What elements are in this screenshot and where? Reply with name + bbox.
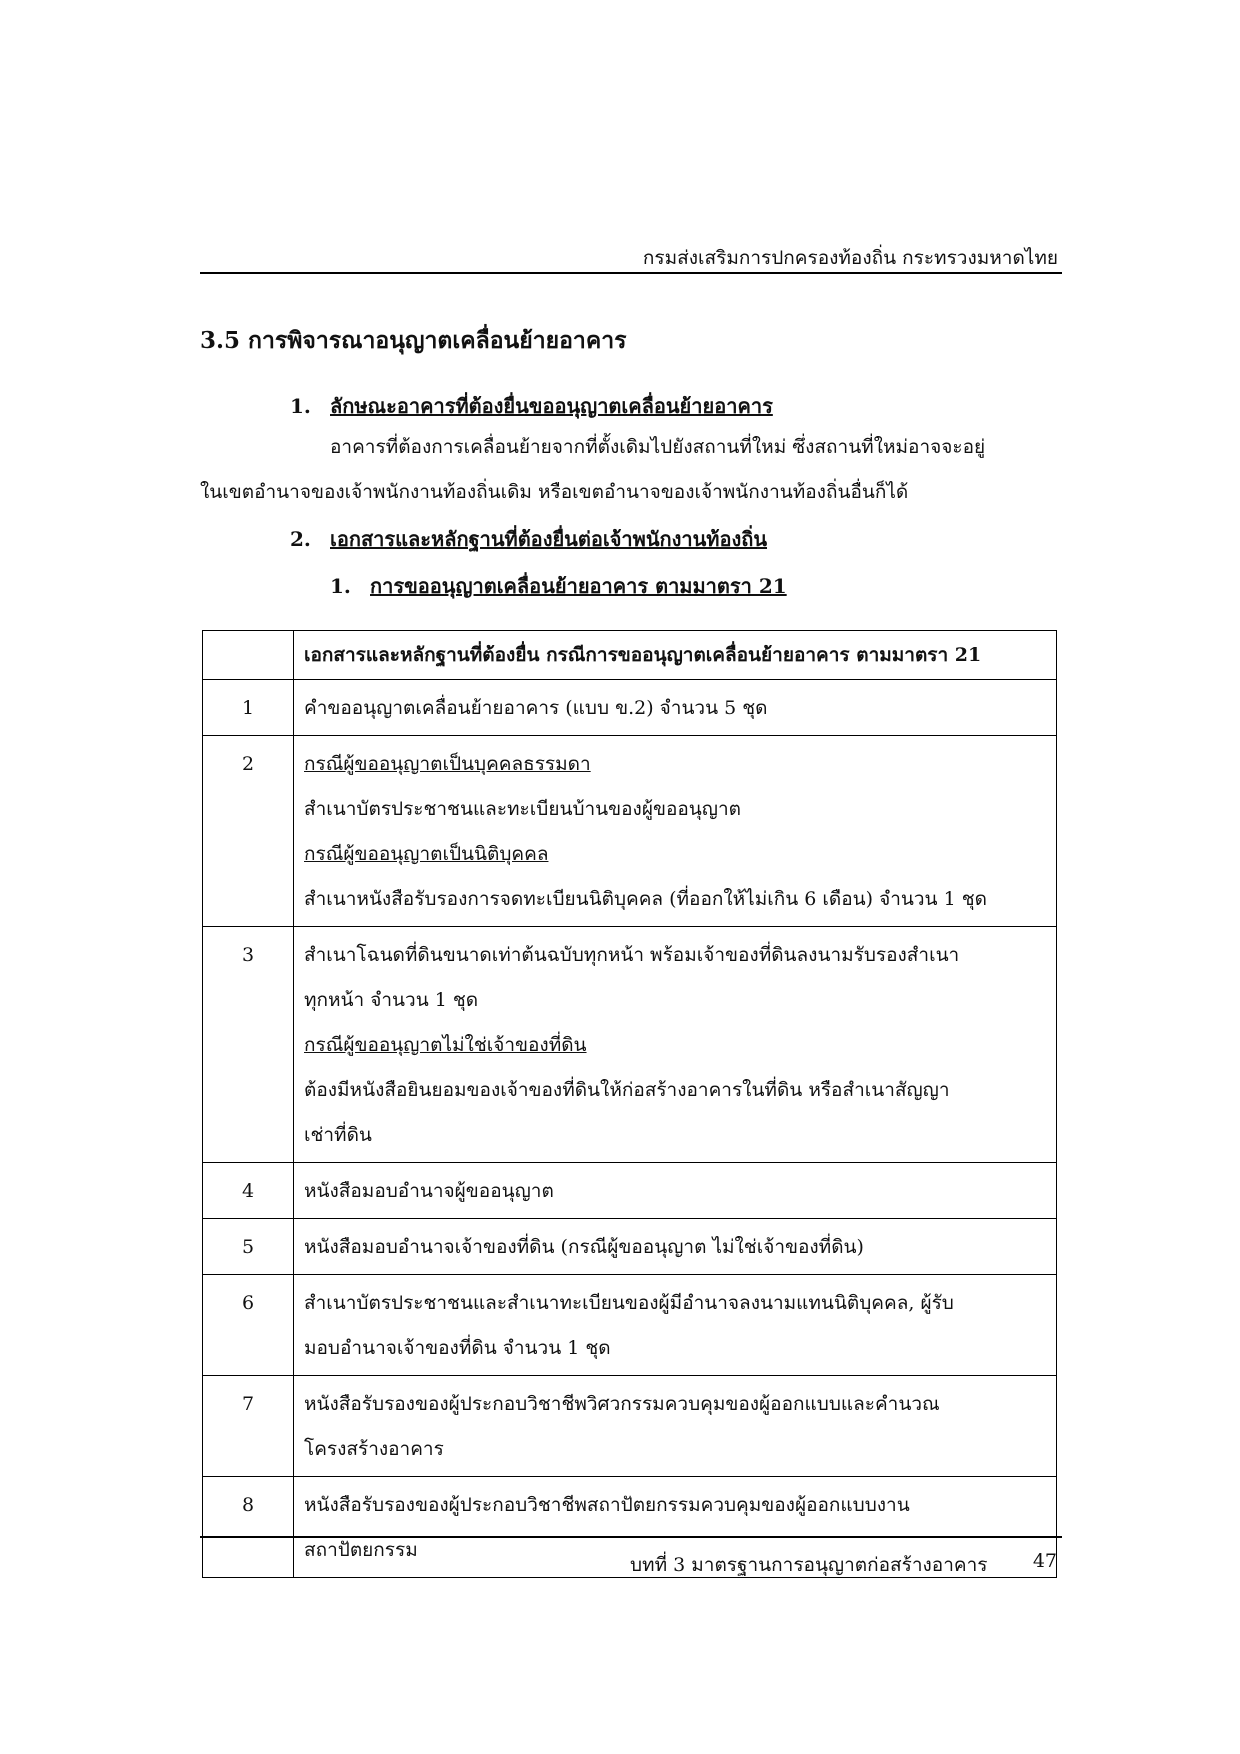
item-1-paragraph bbox=[200, 425, 1062, 515]
item-1-number: 1. bbox=[290, 394, 311, 418]
row-content bbox=[294, 1376, 1057, 1477]
subitem-heading bbox=[330, 570, 787, 602]
table-row bbox=[203, 1275, 1057, 1376]
row-line: สำเนาบัตรประชาชนและสำเนาทะเบียนของผู้มีอำนาจลงนามแทนนิติบุคคล, ผู้รับ bbox=[304, 1292, 954, 1314]
table-header-cell: เอกสารและหลักฐานที่ต้องยื่น กรณีการขออนุญาตเคลื่อนย้ายอาคาร ตามมาตรา 21 bbox=[294, 631, 1057, 680]
row-line: สำเนาบัตรประชาชนและทะเบียนบ้านของผู้ขออนุญาต bbox=[304, 798, 741, 820]
row-subheading: กรณีผู้ขออนุญาตเป็นบุคคลธรรมดา bbox=[304, 753, 591, 775]
row-content bbox=[294, 1275, 1057, 1376]
row-number: 5 bbox=[203, 1219, 294, 1275]
row-line: หนังสือมอบอำนาจผู้ขออนุญาต bbox=[304, 1180, 554, 1202]
row-content bbox=[294, 1219, 1057, 1275]
row-line: สถาปัตยกรรม bbox=[304, 1539, 418, 1561]
item-1-paragraph-line-2: ในเขตอำนาจของเจ้าพนักงานท้องถิ่นเดิม หรือเขตอำนาจของเจ้าพนักงานท้องถิ่นอื่นก็ได้ bbox=[200, 481, 909, 503]
item-1-heading-text: ลักษณะอาคารที่ต้องยื่นขออนุญาตเคลื่อนย้ายอาคาร bbox=[330, 394, 773, 418]
item-2-number: 2. bbox=[290, 527, 311, 551]
row-line: หนังสือรับรองของผู้ประกอบวิชาชีพวิศวกรรมควบคุมของผู้ออกแบบและคำนวณ bbox=[304, 1393, 940, 1415]
table-row bbox=[203, 1376, 1057, 1477]
row-content bbox=[294, 680, 1057, 736]
row-number: 8 bbox=[203, 1477, 294, 1578]
item-1-paragraph-line-1: อาคารที่ต้องการเคลื่อนย้ายจากที่ตั้งเดิมไปยังสถานที่ใหม่ ซึ่งสถานที่ใหม่อาจจะอยู่ bbox=[330, 436, 986, 458]
running-header: กรมส่งเสริมการปกครองท้องถิ่น กระทรวงมหาดไทย bbox=[642, 247, 1058, 269]
documents-table bbox=[202, 630, 1057, 1578]
footer-rule bbox=[200, 1536, 1062, 1538]
row-line: ทุกหน้า จำนวน 1 ชุด bbox=[304, 989, 479, 1011]
row-line: หนังสือมอบอำนาจเจ้าของที่ดิน (กรณีผู้ขออนุญาต ไม่ใช่เจ้าของที่ดิน) bbox=[304, 1236, 864, 1258]
row-line: ต้องมีหนังสือยินยอมของเจ้าของที่ดินให้ก่อสร้างอาคารในที่ดิน หรือสำเนาสัญญา bbox=[304, 1079, 950, 1101]
row-number: 4 bbox=[203, 1163, 294, 1219]
row-line: สำเนาโฉนดที่ดินขนาดเท่าต้นฉบับทุกหน้า พร้อมเจ้าของที่ดินลงนามรับรองสำเนา bbox=[304, 944, 960, 966]
table-header-number-cell bbox=[203, 631, 294, 680]
item-2-heading bbox=[290, 523, 767, 555]
row-number: 6 bbox=[203, 1275, 294, 1376]
row-number: 1 bbox=[203, 680, 294, 736]
table-header-row bbox=[203, 631, 1057, 680]
row-line: หนังสือรับรองของผู้ประกอบวิชาชีพสถาปัตยกรรมควบคุมของผู้ออกแบบงาน bbox=[304, 1494, 910, 1516]
table-row bbox=[203, 927, 1057, 1163]
row-number: 3 bbox=[203, 927, 294, 1163]
subitem-number: 1. bbox=[330, 574, 351, 598]
row-number: 2 bbox=[203, 736, 294, 927]
row-line: มอบอำนาจเจ้าของที่ดิน จำนวน 1 ชุด bbox=[304, 1337, 611, 1359]
row-content bbox=[294, 927, 1057, 1163]
section-title: 3.5 การพิจารณาอนุญาตเคลื่อนย้ายอาคาร bbox=[200, 327, 627, 354]
row-subheading: กรณีผู้ขออนุญาตไม่ใช่เจ้าของที่ดิน bbox=[304, 1034, 587, 1056]
item-1-heading bbox=[290, 390, 773, 422]
table-row bbox=[203, 1163, 1057, 1219]
row-subheading: กรณีผู้ขออนุญาตเป็นนิติบุคคล bbox=[304, 843, 549, 865]
page-number: 47 bbox=[1032, 1550, 1057, 1572]
row-line: คำขออนุญาตเคลื่อนย้ายอาคาร (แบบ ข.2) จำนวน 5 ชุด bbox=[304, 697, 768, 719]
row-line: เช่าที่ดิน bbox=[304, 1124, 372, 1146]
footer-chapter: บทที่ 3 มาตรฐานการอนุญาตก่อสร้างอาคาร bbox=[630, 1554, 988, 1576]
table-row bbox=[203, 736, 1057, 927]
item-2-heading-text: เอกสารและหลักฐานที่ต้องยื่นต่อเจ้าพนักงานท้องถิ่น bbox=[330, 527, 768, 551]
header-rule bbox=[200, 272, 1062, 274]
table-row bbox=[203, 1219, 1057, 1275]
row-content bbox=[294, 1163, 1057, 1219]
row-line: สำเนาหนังสือรับรองการจดทะเบียนนิติบุคคล (ที่ออกให้ไม่เกิน 6 เดือน) จำนวน 1 ชุด bbox=[304, 888, 987, 910]
table-row bbox=[203, 680, 1057, 736]
row-line: โครงสร้างอาคาร bbox=[304, 1438, 444, 1460]
row-content bbox=[294, 736, 1057, 927]
subitem-heading-text: การขออนุญาตเคลื่อนย้ายอาคาร ตามมาตรา 21 bbox=[370, 574, 787, 598]
row-number: 7 bbox=[203, 1376, 294, 1477]
